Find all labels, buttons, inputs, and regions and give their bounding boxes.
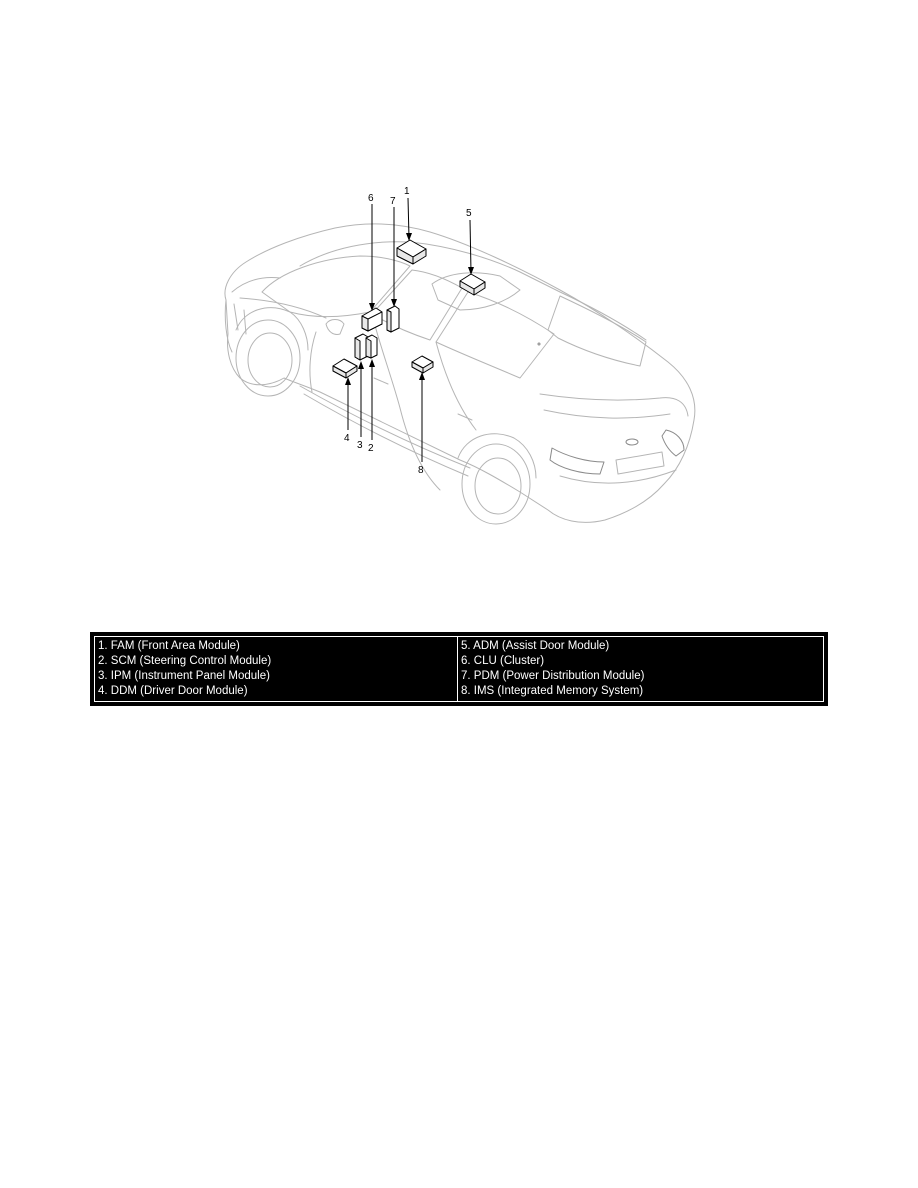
front-bumper xyxy=(225,300,246,352)
legend-item-6: 6. CLU (Cluster) xyxy=(461,655,545,667)
rear-side-window xyxy=(436,292,554,378)
arrow-7 xyxy=(391,299,397,307)
roof-antenna xyxy=(538,343,540,345)
callout-number-4: 4 xyxy=(344,433,350,444)
module-ims xyxy=(412,356,433,373)
module-adm xyxy=(460,274,485,295)
legend-item-2: 2. SCM (Steering Control Module) xyxy=(98,655,272,667)
module-scm xyxy=(366,335,377,358)
legend-item-8: 8. IMS (Integrated Memory System) xyxy=(461,685,644,697)
arrow-5 xyxy=(468,267,474,275)
front-door-handle xyxy=(374,378,388,384)
arrow-2 xyxy=(369,359,375,367)
legend-column-right xyxy=(458,637,824,701)
arrow-8 xyxy=(419,372,425,380)
windshield xyxy=(262,256,410,317)
callout-number-2: 2 xyxy=(368,443,374,454)
module-ddm xyxy=(333,359,357,378)
rear-window xyxy=(548,296,646,366)
tail-light-left xyxy=(550,448,604,474)
arrow-3 xyxy=(358,361,364,369)
legend-column-left xyxy=(95,637,458,701)
modules xyxy=(333,240,485,378)
trunk-lid xyxy=(540,394,688,418)
leader-line-5 xyxy=(470,220,471,272)
hood-line xyxy=(232,278,326,318)
callout-number-3: 3 xyxy=(357,440,363,451)
side-mirror xyxy=(326,320,344,335)
rear-door-handle xyxy=(458,414,472,420)
callout-number-5: 5 xyxy=(466,208,472,219)
rear-bumper xyxy=(560,452,676,483)
tail-light-right xyxy=(662,430,684,456)
callout-number-1: 1 xyxy=(404,186,410,197)
legend-inner-frame xyxy=(94,636,824,702)
car-illustration xyxy=(225,224,695,524)
legend-item-1: 1. FAM (Front Area Module) xyxy=(98,640,240,652)
arrow-1 xyxy=(406,233,412,241)
leader-lines xyxy=(345,198,474,462)
rear-emblem xyxy=(626,439,638,445)
legend-item-4: 4. DDM (Driver Door Module) xyxy=(98,685,248,697)
callout-number-6: 6 xyxy=(368,193,374,204)
side-sill xyxy=(300,386,470,476)
legend-item-7: 7. PDM (Power Distribution Module) xyxy=(461,670,645,682)
legend-item-3: 3. IPM (Instrument Panel Module) xyxy=(98,670,270,682)
module-pdm xyxy=(387,306,399,332)
leader-line-1 xyxy=(408,198,409,238)
callout-numbers xyxy=(344,186,472,476)
module-legend-table xyxy=(90,632,828,706)
legend-item-5: 5. ADM (Assist Door Module) xyxy=(461,640,610,652)
callout-number-7: 7 xyxy=(390,196,396,207)
callout-number-8: 8 xyxy=(418,465,424,476)
car-body-outline xyxy=(225,224,695,522)
vehicle-module-location-diagram xyxy=(0,0,918,560)
module-clu xyxy=(362,308,382,331)
